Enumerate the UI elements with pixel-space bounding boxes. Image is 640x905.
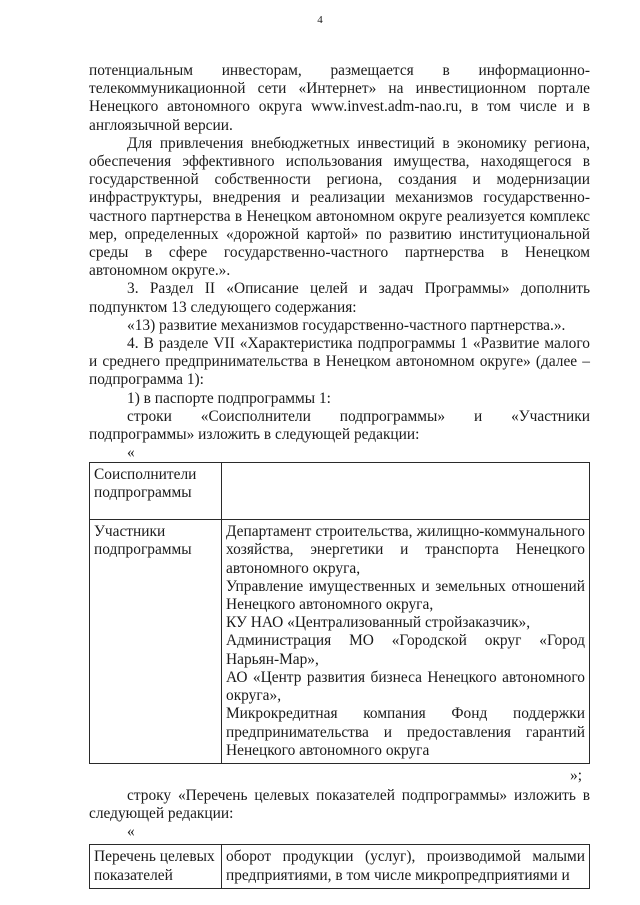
paragraph: 1) в паспорте подпрограммы 1:: [127, 389, 331, 407]
open-quote: «: [127, 823, 135, 841]
participant-item: АО «Центр развития бизнеса Ненецкого автономного округа»,: [226, 668, 585, 705]
participant-item: Администрация МО «Городской округ «Город Нарьян-Мар»,: [226, 632, 585, 668]
open-quote: «: [127, 444, 135, 462]
indicators-label: Перечень целевых показателей: [94, 848, 215, 884]
table-cell-label: [90, 845, 222, 888]
participant-item: Микрокредитная компания Фонд поддержки предпринимательства и предоставления гарантий Ненецкого автономного округа: [226, 705, 585, 759]
table-cell-value: [222, 463, 590, 520]
participants-label: Участники подпрограммы: [94, 523, 192, 559]
paragraph: строки «Соисполнители подпрограммы» и «Участники подпрограммы» изложить в следующей редакции:: [89, 407, 590, 444]
passport-table-indicators: [89, 844, 590, 888]
paragraph: потенциальным инвесторам, размещается в информационно-телекоммуникационной сети «Интернет» на инвестиционном портале Ненецкого автономного округа www.invest.adm-nao.ru, в том числе и в англоязычной версии.: [89, 62, 590, 134]
page-number: 4: [317, 14, 323, 26]
passport-table-participants: [89, 462, 590, 764]
participant-item: Департамент строительства, жилищно-коммунального хозяйства, энергетики и транспорта Ненецкого автономного округа,: [226, 523, 585, 577]
table-row: [90, 845, 590, 888]
paragraph: «13) развитие механизмов государственно-частного партнерства.».: [127, 316, 566, 334]
table-cell-value: [222, 520, 590, 764]
table-row: [90, 520, 590, 764]
paragraph: Для привлечения внебюджетных инвестиций в экономику региона, обеспечения эффективного использования имущества, находящегося в государственной собственности региона, создания и модернизации инфраструктуры, внедрения и реализации механизмов государственно-частного партнерства в Ненецком автономном округе реализуется комплекс мер, определенных «дорожной картой» по развитию институциональной среды в сфере государственно-частного партнерства в Ненецком автономном округе.».: [89, 134, 590, 280]
indicators-value: оборот продукции (услуг), производимой малыми предприятиями, в том числе микропредприятиями и: [226, 848, 585, 884]
paragraph: строку «Перечень целевых показателей подпрограммы» изложить в следующей редакции:: [89, 786, 590, 823]
coexecutors-label: Соисполнители подпрограммы: [94, 466, 197, 502]
table-cell-label: [90, 463, 222, 520]
table-row: [90, 463, 590, 520]
participant-item: Управление имущественных и земельных отношений Ненецкого автономного округа,: [226, 577, 585, 614]
document-body: [89, 62, 590, 889]
close-quote: »;: [570, 766, 582, 784]
table-cell-label: [90, 520, 222, 764]
paragraph: 4. В разделе VII «Характеристика подпрограммы 1 «Развитие малого и среднего предпринимательства в Ненецком автономном округе» (далее – подпрограмма 1):: [89, 335, 590, 389]
paragraph: 3. Раздел II «Описание целей и задач Программы» дополнить подпунктом 13 следующего содержания:: [89, 280, 590, 316]
table-cell-value: [222, 845, 590, 888]
participant-item: КУ НАО «Централизованный стройзаказчик»,: [226, 614, 531, 632]
